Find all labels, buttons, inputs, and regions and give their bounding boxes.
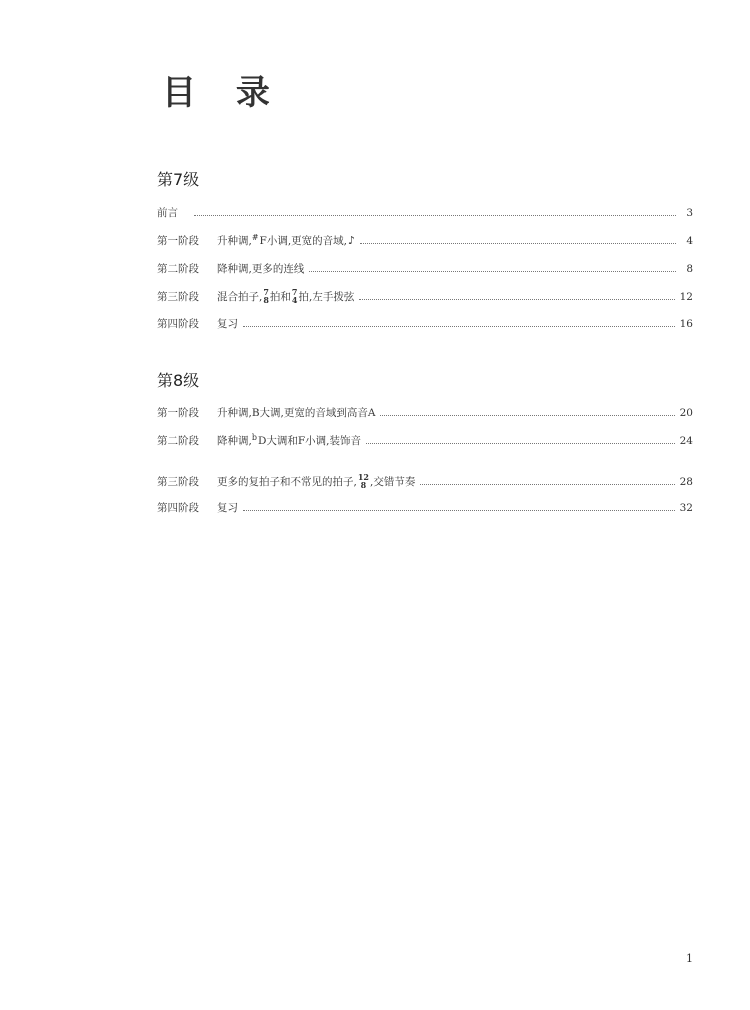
level-heading-7: 第7级	[157, 170, 200, 189]
toc-entry-title	[217, 503, 238, 514]
dot-leader	[194, 214, 676, 216]
toc-page-number: 16	[679, 317, 693, 330]
toc-entry[interactable]	[157, 256, 693, 274]
toc-part-label: 第一阶段	[157, 406, 199, 419]
time-signature-denominator: 8	[263, 295, 269, 305]
page-title: 目 录	[162, 73, 284, 113]
dot-leader	[243, 509, 675, 511]
time-signature	[292, 288, 298, 304]
title-text: 降种调,更多的连线	[217, 262, 305, 275]
dot-leader	[309, 270, 676, 272]
title-text: 拍和	[269, 290, 291, 303]
toc-part-label: 第三阶段	[157, 290, 199, 303]
toc-entry-title	[217, 235, 355, 246]
toc-entry[interactable]	[157, 495, 693, 513]
toc-entry[interactable]	[157, 228, 693, 246]
toc-part-label: 第一阶段	[157, 234, 199, 247]
accidental-symbol: #	[251, 233, 259, 242]
toc-page-number: 12	[679, 290, 693, 303]
time-signature-denominator: 4	[291, 295, 298, 305]
toc-entry[interactable]	[157, 428, 693, 446]
accidental-symbol: b	[251, 433, 257, 442]
toc-entry-title	[217, 408, 375, 419]
toc-entry[interactable]	[157, 469, 693, 490]
title-text: 拍,左手拨弦	[298, 290, 355, 303]
toc-entry-title	[217, 286, 355, 305]
toc-entry[interactable]	[157, 284, 693, 305]
time-signature	[263, 288, 269, 304]
time-signature-numerator: 7	[291, 287, 298, 297]
dot-leader	[366, 442, 675, 444]
toc-part-label: 第四阶段	[157, 501, 199, 514]
dot-leader	[380, 414, 674, 416]
title-text: ,交错节奏	[369, 475, 416, 488]
toc-entry[interactable]	[157, 400, 693, 418]
toc-entry-title	[217, 264, 304, 275]
music-note-icon: ♪	[348, 234, 356, 247]
toc-entry[interactable]	[157, 200, 693, 218]
toc-entry-title	[217, 319, 238, 330]
toc-part-label: 第四阶段	[157, 317, 199, 330]
toc-part-label: 第二阶段	[157, 262, 199, 275]
toc-page-number: 24	[679, 434, 693, 447]
title-text: 升种调,	[217, 234, 252, 247]
title-text: 升种调,B大调,更宽的音域到高音A	[217, 406, 376, 419]
toc-part-label: 前言	[157, 206, 178, 219]
toc-page-number: 4	[686, 234, 693, 247]
level-heading-8: 第8级	[157, 371, 200, 390]
page-number: 1	[686, 952, 693, 965]
title-text: 更多的复拍子和不常见的拍子,	[217, 475, 357, 488]
time-signature-denominator: 8	[360, 480, 367, 490]
title-text: 混合拍子,	[217, 290, 263, 303]
dot-leader	[360, 242, 676, 244]
toc-part-label: 第三阶段	[157, 475, 199, 488]
toc-entry-title	[217, 471, 416, 490]
dot-leader	[420, 483, 674, 485]
title-text: 降种调,	[217, 434, 252, 447]
time-signature-numerator: 12	[357, 472, 369, 482]
toc-page-number: 8	[686, 262, 693, 275]
toc-part-label: 第二阶段	[157, 434, 199, 447]
dot-leader	[359, 298, 674, 300]
time-signature	[358, 473, 369, 489]
toc-page-number: 32	[679, 501, 693, 514]
toc-page-number: 28	[679, 475, 693, 488]
dot-leader	[243, 325, 675, 327]
toc-entry-title	[217, 433, 362, 447]
title-text: 复习	[217, 501, 238, 514]
title-text: D大调和F小调,装饰音	[257, 434, 362, 447]
toc-page-number: 3	[686, 206, 693, 219]
toc-entry[interactable]	[157, 311, 693, 329]
title-text: 复习	[217, 317, 238, 330]
toc-page-number: 20	[679, 406, 693, 419]
time-signature-numerator: 7	[263, 287, 269, 297]
title-text: F小调,更宽的音域,	[259, 234, 348, 247]
